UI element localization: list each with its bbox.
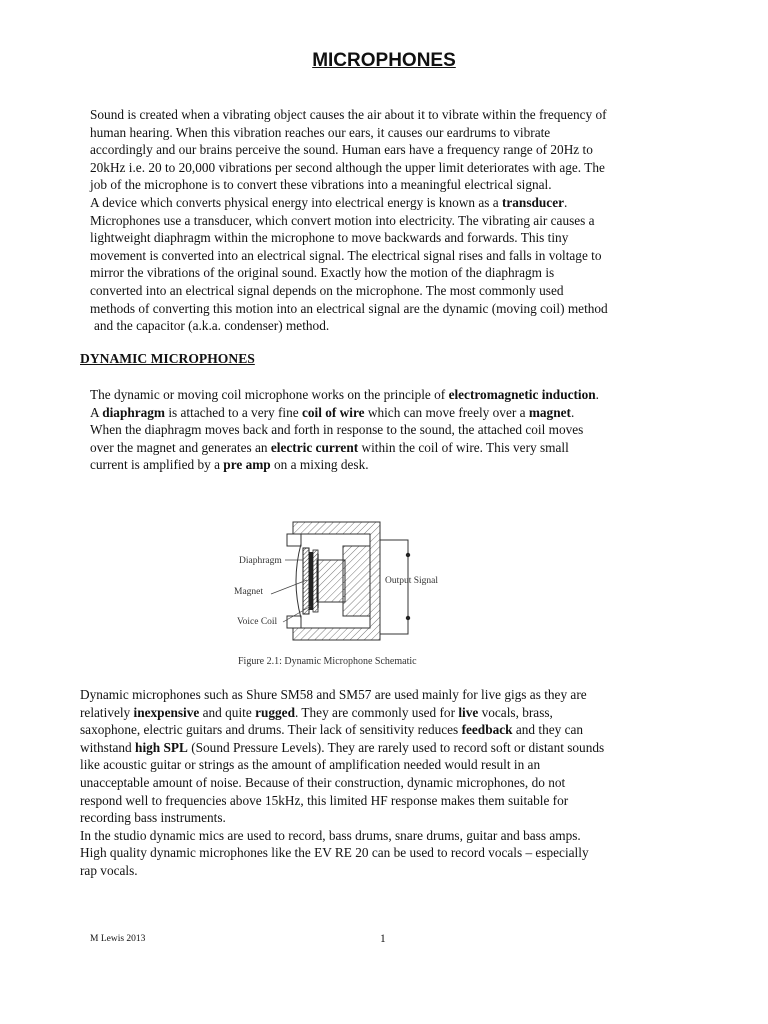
- text-run: (Sound Pressure Levels). They are rarely used to record soft or distant sounds: [187, 739, 605, 755]
- text-line: [80, 792, 720, 810]
- figure-caption: Figure 2.1: Dynamic Microphone Schematic: [238, 656, 417, 667]
- text-run: over the magnet and generates an: [90, 439, 271, 455]
- text-run: and quite: [199, 704, 256, 720]
- text-line: [90, 141, 690, 159]
- text-line: [90, 106, 690, 124]
- text-run: lightweight diaphragm within the microphone to move backwards and forwards. This tiny: [90, 230, 569, 246]
- bold-term: magnet: [528, 404, 571, 420]
- text-line: [90, 456, 690, 474]
- text-line: [90, 386, 690, 404]
- text-line: [80, 704, 720, 722]
- text-run: withstand: [80, 739, 136, 755]
- text-run: respond well to frequencies above 15kHz, this limited HF response makes them suitable for: [80, 792, 569, 808]
- bold-term: electromagnetic induction: [448, 387, 596, 402]
- bold-term: transducer: [501, 194, 564, 210]
- text-run: and they can: [512, 722, 584, 738]
- text-line: [90, 264, 690, 282]
- text-line: [90, 439, 690, 457]
- text-run: .: [595, 387, 599, 402]
- text-run: human hearing. When this vibration reaches our ears, it causes our eardrums to vibrate: [90, 124, 551, 140]
- text-run: job of the microphone is to convert these vibrations into a meaningful electrical signal.: [90, 177, 552, 193]
- bold-term: live: [458, 704, 479, 720]
- text-run: converted into an electrical signal depends on the microphone. The most commonly used: [90, 282, 564, 298]
- text-run: 20kHz i.e. 20 to 20,000 vibrations per second although the upper limit deteriorates with age. The: [90, 159, 605, 175]
- text-line: [90, 300, 690, 318]
- text-run: Sound is created when a vibrating object causes the air about it to vibrate within the frequency of: [90, 107, 607, 122]
- text-run: A device which converts physical energy into electrical energy is known as a: [90, 194, 502, 210]
- section-heading-dynamic: DYNAMIC MICROPHONES: [80, 351, 255, 366]
- text-run: Microphones use a transducer, which convert motion into electricity. The vibrating air causes a: [90, 212, 595, 228]
- text-line: [90, 404, 690, 422]
- text-line: [80, 809, 720, 827]
- text-line: [80, 774, 720, 792]
- bold-term: pre amp: [223, 457, 271, 473]
- text-run: unacceptable amount of noise. Because of their construction, dynamic microphones, do not: [80, 774, 566, 790]
- bold-term: inexpensive: [133, 704, 200, 720]
- text-line: [80, 827, 720, 845]
- text-run: Dynamic microphones such as Shure SM58 and SM57 are used mainly for live gigs as they are: [80, 687, 587, 702]
- intro-paragraph: [90, 106, 690, 335]
- dynamic-microphone-figure: [225, 510, 455, 680]
- text-line: [90, 194, 690, 212]
- bold-term: diaphragm: [102, 404, 166, 420]
- text-run: The dynamic or moving coil microphone works on the principle of: [90, 387, 449, 402]
- text-run: saxophone, electric guitars and drums. Their lack of sensitivity reduces: [80, 722, 462, 738]
- text-line: [80, 686, 720, 704]
- text-run: .: [570, 404, 575, 420]
- text-line: [90, 421, 690, 439]
- bold-term: coil of wire: [302, 404, 365, 420]
- text-line: [90, 124, 690, 142]
- text-run: When the diaphragm moves back and forth in response to the sound, the attached coil moves: [90, 422, 584, 438]
- text-run: vocals, brass,: [478, 704, 553, 720]
- text-run: within the coil of wire. This very small: [358, 439, 569, 455]
- text-run: which can move freely over a: [364, 404, 529, 420]
- text-run: accordingly and our brains perceive the sound. Human ears have a frequency range of 20Hz to: [90, 142, 593, 158]
- footer-author: M Lewis 2013: [90, 934, 146, 944]
- text-run: . They are commonly used for: [294, 704, 459, 720]
- text-line: [80, 739, 720, 757]
- text-run: movement is converted into an electrical signal. The electrical signal rises and falls in voltage to: [90, 247, 602, 263]
- text-run: High quality dynamic microphones like the EV RE 20 can be used to record vocals – especially: [80, 845, 589, 861]
- text-run: current is amplified by a: [90, 457, 224, 473]
- dynamic-body-paragraph: [80, 686, 720, 880]
- text-line: [80, 844, 720, 862]
- page-number: 1: [380, 933, 386, 945]
- label-voice-coil: Voice Coil: [237, 617, 278, 627]
- text-run: A: [90, 404, 103, 420]
- text-run: on a mixing desk.: [270, 457, 369, 473]
- text-run: methods of converting this motion into an electrical signal are the dynamic (moving coil) method: [90, 300, 608, 316]
- bold-term: high SPL: [135, 739, 188, 755]
- text-run: recording bass instruments.: [80, 810, 226, 826]
- label-magnet: Magnet: [234, 587, 264, 597]
- text-run: .: [564, 194, 568, 210]
- text-run: In the studio dynamic mics are used to record, bass drums, snare drums, guitar and bass amps.: [80, 827, 581, 843]
- text-line: [80, 756, 720, 774]
- text-line: [90, 212, 690, 230]
- text-line: [90, 229, 690, 247]
- text-run: is attached to a very fine: [165, 404, 302, 420]
- label-diaphragm: Diaphragm: [239, 556, 282, 566]
- text-line: [80, 862, 720, 880]
- text-run: mirror the vibrations of the original sound. Exactly how the motion of the diaphragm is: [90, 265, 555, 281]
- bold-term: rugged: [255, 704, 295, 720]
- text-line: [90, 176, 690, 194]
- text-run: relatively: [80, 704, 134, 720]
- text-line: [90, 159, 690, 177]
- dynamic-intro-paragraph: [90, 386, 690, 474]
- text-run: like acoustic guitar or strings as the amount of amplification needed would result in an: [80, 757, 541, 773]
- text-run: rap vocals.: [80, 862, 138, 878]
- text-line: [90, 317, 690, 335]
- text-line: [80, 721, 720, 739]
- page-title: MICROPHONES: [312, 50, 456, 71]
- bold-term: feedback: [461, 722, 513, 738]
- text-line: [90, 282, 690, 300]
- text-line: [90, 247, 690, 265]
- text-run: and the capacitor (a.k.a. condenser) method.: [94, 318, 330, 334]
- bold-term: electric current: [270, 439, 359, 455]
- label-output-signal: Output Signal: [385, 576, 439, 586]
